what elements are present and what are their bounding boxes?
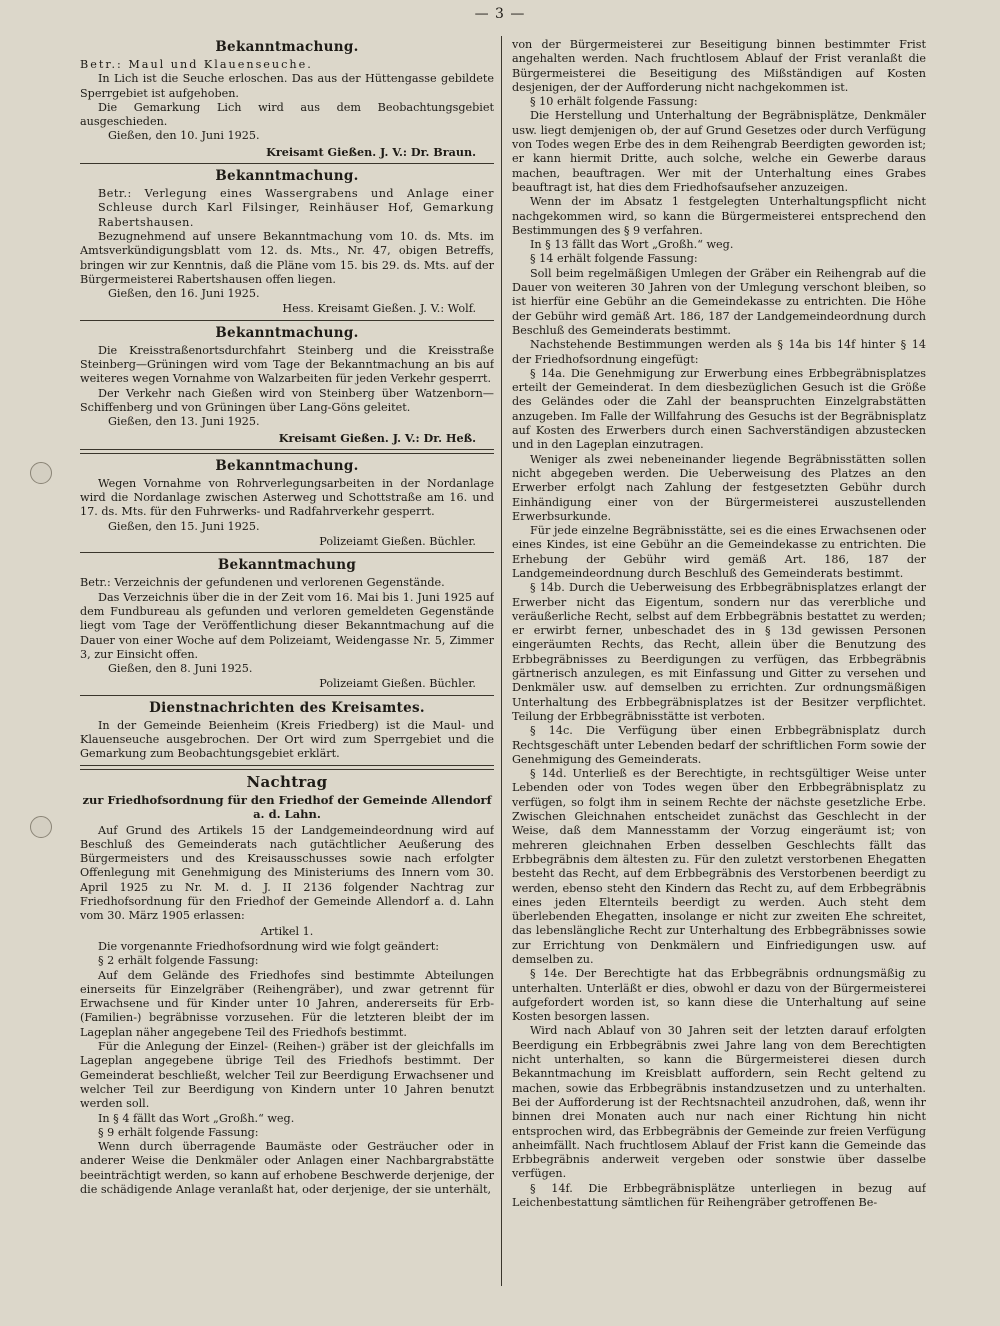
notice-signature: Kreisamt Gießen. J. V.: Dr. Braun. [266, 144, 476, 159]
separator-line [80, 765, 494, 770]
notice-date: Gießen, den 16. Juni 1925. [108, 287, 260, 301]
nachtrag-paragraph: Nachstehende Bestimmungen werden als § 14a bis 14f hinter § 14 der Friedhofsordnung eingefügt: [512, 338, 926, 366]
separator-line [80, 552, 494, 553]
notice-paragraph: In der Gemeinde Beienheim (Kreis Friedberg) ist die Maul- und Klauenseuche ausgebrochen. Der Ort wird zum Sperrgebiet und die Gemarkung zum Beobachtungsgebiet erklärt. [80, 718, 494, 761]
notice-paragraph: Das Verzeichnis über die in der Zeit vom 16. Mai bis 1. Juni 1925 auf dem Fundbureau als gefunden und verloren gemeldeten Gegenstände liegt vom Tage der Veröffentlichung dieser Bekanntmachung auf die Dauer von einer Woche auf dem Polizeiamt, Weidengasse Nr. 5, Zimmer 3, zur Einsicht offen. [80, 590, 494, 661]
nachtrag-section [80, 774, 494, 1198]
nachtrag-paragraph: Auf dem Gelände des Friedhofes sind bestimmte Abteilungen einerseits für Einzelgräber (Reihengräber), und zwar getrennt für Erwachsene und für Kinder unter 10 Jahren, andererseits für Erb- (Familien-) begräbnisse vorzusehen. Für die letzteren bleibt der im Lageplan näher angegebene Teil des Friedhofs bestimmt. [80, 968, 494, 1039]
nachtrag-paragraph: § 14d. Unterließ es der Berechtigte, in rechtsgültiger Weise unter Lebenden oder von Todes wegen über den Erbbegräbnisplatz zu verfügen, so folgt ihm in seinem Rechte der nächste gesetzliche Erbe. Zwischen Gleichnahen entscheidet zunächst das Geschlecht in der Weise, daß dem Mannesstamm der Vorzug eingeräumt ist; von mehreren gleichnahen Erben desselben Geschlechts fällt das Erbbegräbnis dem ältesten zu. Für den zuletzt verstorbenen Ehegatten besteht das Recht, auf dem Erbbegräbnis des Verstorbenen beerdigt zu werden, ebenso steht den Kindern das Recht zu, auf dem Erbbegräbnis eines jeden Elternteils beerdigt zu werden. Auch steht dem überlebenden Ehegatten, insolange er nicht zur zweiten Ehe schreitet, das lebenslängliche Recht zur Unterhaltung des Erbbegräbnisses sowie zur Errichtung von Denkmälern und Einfriedigungen usw. auf demselben zu. [512, 767, 926, 966]
nachtrag-paragraph: § 14e. Der Berechtigte hat das Erbbegräbnis ordnungsmäßig zu unterhalten. Unterläßt er dies, obwohl er dazu von der Bürgermeisterei aufgefordert worden ist, so kann diese die Unterhaltung auf seine Kosten besorgen lassen. [512, 967, 926, 1024]
nachtrag-paragraph: Wenn durch überragende Baumäste oder Gesträucher oder in anderer Weise die Denkmäler oder Anlagen einer Nachbargrabstätte beeinträchtigt werden, so kann auf erhobene Beschwerde derjenige, der die schädigende Anlage veranlaßt hat, oder derjenige, der sie unterhält, [80, 1140, 494, 1196]
notice-heading: Dienstnachrichten des Kreisamtes. [149, 699, 425, 716]
notice-2 [80, 168, 494, 317]
nachtrag-paragraph: Für die Anlegung der Einzel- (Reihen-) gräber ist der gleichfalls im Lageplan angegebene übrige Teil des Friedhofs bestimmt. Der Gemeinderat beschließt, welcher Teil zur Beerdigung Erwachsener und welcher Teil zur Beerdigung von Kindern unter 10 Jahren benutzt werden soll. [80, 1040, 494, 1111]
nachtrag-paragraph: § 9 erhält folgende Fassung: [98, 1125, 259, 1139]
nachtrag-paragraph: § 14f. Die Erbbegräbnisplätze unterliegen in bezug auf Leichenbestattung sämtlichen für Reihengräber getroffenen Be- [512, 1181, 926, 1210]
nachtrag-paragraph: In § 13 fällt das Wort „Großh.“ weg. [530, 238, 734, 252]
page-number: — 3 — [474, 6, 526, 22]
notice-6 [80, 700, 494, 762]
nachtrag-paragraph: § 2 erhält folgende Fassung: [98, 954, 259, 968]
nachtrag-paragraph: § 14b. Durch die Ueberweisung des Erbbegräbnisplatzes erlangt der Erwerber nicht das Eigentum, sondern nur das vererbliche und veräußerliche Recht, selbst auf dem Erbbegräbnis bestattet zu werden; er erwirbt ferner, unbeschadet des in § 13d gewissen Personen eingeräumten Rechts, das Recht, allein über die Benutzung des Erbbegräbnisses zu Beerdigungen zu verfügen, das Erbbegräbnis gärtnerisch anzulegen, es mit Einfassung und Gitter zu versehen und Denkmäler usw. auf demselben zu errichten. Zur ordnungsmäßigen Unterhaltung des Erbbegräbnisplatzes ist der Besitzer verpflichtet. Teilung der Erbbegräbnisstätte ist verboten. [512, 581, 926, 723]
notice-paragraph: Bezugnehmend auf unsere Bekanntmachung vom 10. ds. Mts. im Amtsverkündigungsblatt vom 12. ds. Mts., Nr. 47, obigen Betreffs, bringen wir zur Kenntnis, daß die Pläne vom 15. bis 29. ds. Mts. auf der Bürgermeisterei Rabertshausen offen liegen. [80, 229, 494, 286]
notice-3 [80, 325, 494, 446]
artikel-label: Artikel 1. [260, 924, 314, 938]
nachtrag-paragraph: In § 4 fällt das Wort „Großh.“ weg. [98, 1111, 295, 1125]
notice-4 [80, 458, 494, 549]
nachtrag-intro: Auf Grund des Artikels 15 der Landgemeindeordnung wird auf Beschluß des Gemeinderats nach gutächtlicher Aeußerung des Bürgermeisters und des Kreisausschusses sowie nach erfolgter Offenlegung mit Genehmigung des Ministeriums des Innern vom 30. April 1925 zu Nr. M. d. J. II 2136 folgender Nachtrag zur Friedhofsordnung für den Friedhof der Gemeinde Allendorf a. d. Lahn vom 30. März 1905 erlassen: [80, 823, 494, 923]
punch-hole-top [30, 462, 52, 484]
notice-paragraph: In Lich ist die Seuche erloschen. Das aus der Hüttengasse gebildete Sperrgebiet ist aufgehoben. [80, 72, 494, 100]
nachtrag-paragraph: Weniger als zwei nebeneinander liegende Begräbnisstätten sollen nicht abgegeben werden. Die Ueberweisung des Platzes an den Erwerber erfolgt nach Zahlung der festgesetzten Gebühr durch Einhändigung einer von der Bürgermeisterei auszustellenden Erwerbsurkunde. [512, 452, 926, 523]
notice-date: Gießen, den 8. Juni 1925. [108, 662, 253, 676]
nachtrag-subheading: zur Friedhofsordnung für den Friedhof der Gemeinde Allendorf a. d. Lahn. [82, 792, 492, 821]
notice-signature: Hess. Kreisamt Gießen. J. V.: Wolf. [282, 302, 476, 316]
notice-heading: Bekanntmachung [217, 557, 357, 574]
notice-subject: Betr.: Maul und Klauenseuche. [80, 58, 313, 71]
notice-signature: Polizeiamt Gießen. Büchler. [319, 677, 476, 691]
notice-date: Gießen, den 13. Juni 1925. [108, 415, 260, 429]
nachtrag-paragraph: Für jede einzelne Begräbnisstätte, sei es die eines Erwachsenen oder eines Kindes, ist eine Gebühr an die Gemeindekasse zu entrichten. Die Erhebung der Gebühr wird gemäß Art. 186, 187 der Landgemeindeordnung durch Beschluß des Gemeinderats bestimmt. [512, 524, 926, 580]
nachtrag-paragraph: Die vorgenannte Friedhofsordnung wird wie folgt geändert: [98, 939, 440, 953]
separator-line [80, 695, 494, 696]
nachtrag-heading: Nachtrag [246, 772, 328, 791]
notice-5 [80, 557, 494, 691]
separator-line [80, 449, 494, 454]
right-column [512, 38, 926, 1288]
nachtrag-paragraph: Soll beim regelmäßigen Umlegen der Gräber ein Reihengrab auf die Dauer von weiteren 30 Jahren von der Umlegung verschont bleiben, so ist hierfür eine Gebühr an die Gemeindekasse zu entrichten. Die Höhe der Gebühr wird gemäß Art. 186, 187 der Landgemeindeordnung durch Beschluß des Gemeinderats bestimmt. [512, 266, 926, 337]
notice-subject: Betr.: Verzeichnis der gefundenen und verlorenen Gegenstände. [80, 576, 445, 590]
notice-paragraph: Wegen Vornahme von Rohrverlegungsarbeiten in der Nordanlage wird die Nordanlage zwischen Asterweg und Schottstraße am 16. und 17. ds. Mts. für den Fuhrwerks- und Radfahrverkehr gesperrt. [80, 476, 494, 519]
separator-line [80, 163, 494, 164]
notice-paragraph: Die Gemarkung Lich wird aus dem Beobachtungsgebiet ausgeschieden. [80, 100, 494, 129]
notice-heading: Bekanntmachung. [215, 39, 359, 55]
notice-1 [80, 39, 494, 160]
notice-heading: Bekanntmachung. [215, 168, 359, 185]
notice-heading: Bekanntmachung. [215, 457, 359, 474]
notice-subject: Betr.: Verlegung eines Wassergrabens und Anlage einer Schleuse durch Karl Filsinger, Reinhäuser Hof, Gemarkung Rabertshausen. [98, 187, 494, 229]
nachtrag-paragraph: § 14c. Die Verfügung über einen Erbbegräbnisplatz durch Rechtsgeschäft unter Lebenden bedarf der schriftlichen Form sowie der Genehmigung des Gemeinderats. [512, 724, 926, 766]
notice-heading: Bekanntmachung. [215, 324, 359, 341]
nachtrag-paragraph: Wenn der im Absatz 1 festgelegten Unterhaltungspflicht nicht nachgekommen wird, so kann die Bürgermeisterei entsprechend den Bestimmungen des § 9 verfahren. [512, 195, 926, 237]
nachtrag-paragraph: § 10 erhält folgende Fassung: [530, 95, 698, 109]
nachtrag-paragraph: von der Bürgermeisterei zur Beseitigung binnen bestimmter Frist angehalten werden. Nach fruchtlosem Ablauf der Frist veranlaßt die Bürgermeisterei die Beseitigung des Mißständigen auf Kosten desjenigen, der der Aufforderung nicht nachgekommen ist. [512, 38, 926, 94]
nachtrag-paragraph: Die Herstellung und Unterhaltung der Begräbnisplätze, Denkmäler usw. liegt demjenigen ob, der auf Grund Gesetzes oder durch Verfügung von Todes wegen Erbe des in dem Reihengrab Beerdigten geworden ist; er kann hiermit Dritte, auch solche, welche ein Gewerbe daraus machen, beauftragen. Wer mit der Unterhaltung eines Grabes beauftragt ist, hat dies dem Friedhofsaufseher anzuzeigen. [512, 109, 926, 194]
notice-paragraph: Der Verkehr nach Gießen wird von Steinberg über Watzenborn—Schiffenberg und von Grüningen über Lang-Göns geleitet. [80, 386, 494, 414]
notice-date: Gießen, den 15. Juni 1925. [108, 519, 260, 533]
nachtrag-paragraph: Wird nach Ablauf von 30 Jahren seit der letzten darauf erfolgten Beerdigung ein Erbbegräbnis zwei Jahre lang von dem Berechtigten nicht unterhalten, so kann die Bürgermeisterei diesen durch Bekanntmachung im Kreisblatt auffordern, sein Recht geltend zu machen, sowie das Erbbegräbnis instandzusetzen und zu unterhalten. Bei der Aufforderung ist der Rechtsnachteil anzudrohen, daß, wenn ihr binnen drei Monaten auch nur nach einer Richtung hin nicht entsprochen wird, das Erbbegräbnis der Gemeinde zur freien Verfügung anheimfällt. Nach fruchtlosem Ablauf der Frist kann die Gemeinde das Erbbegräbnis anderweit vergeben oder sonstwie über dasselbe verfügen. [512, 1024, 926, 1181]
column-divider [501, 36, 502, 1286]
notice-date: Gießen, den 10. Juni 1925. [108, 129, 260, 143]
notice-paragraph: Die Kreisstraßenortsdurchfahrt Steinberg und die Kreisstraße Steinberg—Grüningen wird vom Tage der Bekanntmachung an bis auf weiteres wegen Vornahme von Walzarbeiten für jeden Verkehr gesperrt. [80, 343, 494, 386]
nachtrag-paragraph: § 14 erhält folgende Fassung: [530, 252, 698, 266]
punch-hole-bottom [30, 816, 52, 838]
notice-signature: Kreisamt Gießen. J. V.: Dr. Heß. [278, 430, 476, 445]
nachtrag-paragraph: § 14a. Die Genehmigung zur Erwerbung eines Erbbegräbnisplatzes erteilt der Gemeinderat. In dem diesbezüglichen Gesuch ist die Größe des Geländes oder die Zahl der beanspruchten Einzelgrabstätten anzugeben. Im Falle der Willfahrung des Gesuchs ist der Begräbnisplatz auf Kosten des Erwerbers durch einen Sachverständigen abzustecken und in den Lageplan einzutragen. [512, 366, 926, 452]
separator-line [80, 320, 494, 321]
notice-signature: Polizeiamt Gießen. Büchler. [319, 535, 476, 549]
left-column [80, 38, 494, 1288]
